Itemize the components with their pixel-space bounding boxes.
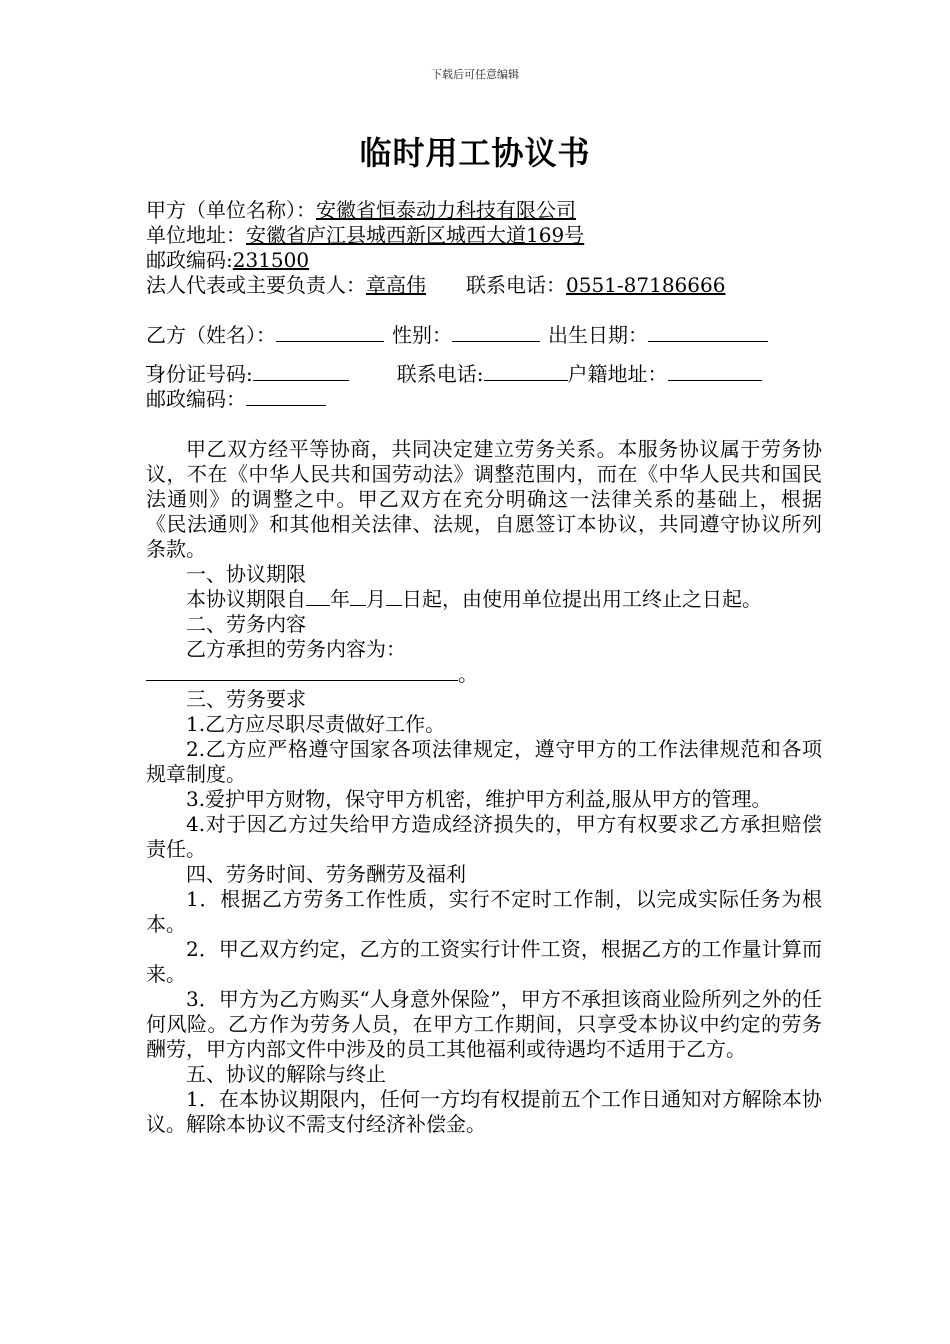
section-3-heading: 三、劳务要求 [186,687,306,711]
header-note: 下载后可任意编辑 [431,68,519,81]
section-2-blank-line [146,662,822,687]
party-a-rep-line [146,273,822,298]
section-2-heading: 二、劳务内容 [186,612,306,636]
labor-content-end: 。 [458,662,478,686]
party-b-hukou-blank [668,362,762,381]
party-b-id-label: 身份证号码: [146,362,253,386]
party-b-birth-blank [648,323,768,342]
intro-paragraph: 甲乙双方经平等协商，共同决定建立劳务关系。本服务协议属于劳务协议，不在《中华人民共和国劳动法》调整范围内，而在《中华人民共和国民法通则》的调整之中。甲乙双方在充分明确这一法律关系的基础上，根据《民法通则》和其他相关法律、法规，自愿签订本协议，共同遵守协议所列条款。 [146,437,822,561]
party-a-address-value: 安徽省庐江县城西新区城西大道169号 [246,223,585,247]
party-b-phone-blank [484,362,568,381]
party-a-postcode-line [146,248,822,273]
party-a-phone-label: 联系电话： [466,273,566,297]
section-1-heading: 一、协议期限 [186,562,306,586]
party-b-name-blank [276,323,384,342]
party-b-phone-label: 联系电话: [396,362,484,386]
party-a-address-label: 单位地址： [146,223,246,247]
party-b-gender-label: 性别： [392,323,452,347]
section-4-item-2: 2．甲乙双方约定，乙方的工资实行计件工资，根据乙方的工作量计算而来。 [146,937,822,986]
term-day-blank [386,587,402,606]
party-b-line-1 [146,323,822,348]
section-4-item-3: 3．甲方为乙方购买“人身意外保险”，甲方不承担该商业险所列之外的任何风险。乙方作为劳务人员，在甲方工作期间，只享受本协议中约定的劳务酬劳，甲方内部文件中涉及的员工其他福利或待遇均不适用于乙方。 [146,987,822,1061]
section-1-term-line [146,587,822,612]
party-a-name-line [146,198,822,223]
term-year-label: 年 [330,587,350,611]
section-5-heading: 五、协议的解除与终止 [186,1062,386,1086]
term-month-blank [350,587,366,606]
party-a-name-label: 甲方（单位名称）： [146,198,316,222]
party-b-line-3 [146,387,822,412]
party-a-phone-value: 0551-87186666 [566,273,726,297]
party-a-rep-label: 法人代表或主要负责人： [146,273,366,297]
section-3-item-2: 2.乙方应严格遵守国家各项法律规定，遵守甲方的工作法律规范和各项规章制度。 [146,737,822,786]
term-year-blank [306,587,330,606]
party-b-birth-label: 出生日期： [548,323,648,347]
document-title: 临时用工协议书 [359,134,591,172]
section-2-text: 乙方承担的劳务内容为： [186,637,406,661]
section-3-item-3: 3.爱护甲方财物，保守甲方机密，维护甲方利益,服从甲方的管理。 [186,787,772,811]
party-b-name-label: 乙方（姓名）： [146,323,276,347]
party-a-address-line [146,223,822,248]
term-text-start: 本协议期限自 [186,587,306,611]
party-a-name-value: 安徽省恒泰动力科技有限公司 [316,198,576,222]
party-b-hukou-label: 户籍地址： [567,362,668,386]
party-b-postcode-blank [246,387,326,406]
party-b-wrap-line [146,348,822,362]
labor-content-blank [146,662,458,681]
section-5-item-1: 1．在本协议期限内，任何一方均有权提前五个工作日通知对方解除本协议。解除本协议不需支付经济补偿金。 [146,1087,822,1136]
party-a-postcode-value: 231500 [232,248,310,272]
section-4-item-1: 1．根据乙方劳务工作性质，实行不定时工作制，以完成实际任务为根本。 [146,887,822,936]
party-b-gender-blank [452,323,540,342]
section-4-heading: 四、劳务时间、劳务酬劳及福利 [186,862,466,886]
party-a-rep-value: 章高伟 [366,273,426,297]
document-body [146,198,822,1137]
party-b-id-blank [253,362,349,381]
section-3-item-4: 4.对于因乙方过失给甲方造成经济损失的，甲方有权要求乙方承担赔偿责任。 [146,812,822,861]
term-month-label: 月 [366,587,386,611]
party-b-line-2 [146,362,822,387]
party-a-postcode-label: 邮政编码: [146,248,233,272]
term-text-end: 日起，由使用单位提出用工终止之日起。 [402,587,762,611]
party-b-postcode-label: 邮政编码： [146,387,246,411]
section-3-item-1: 1.乙方应尽职尽责做好工作。 [186,712,446,736]
